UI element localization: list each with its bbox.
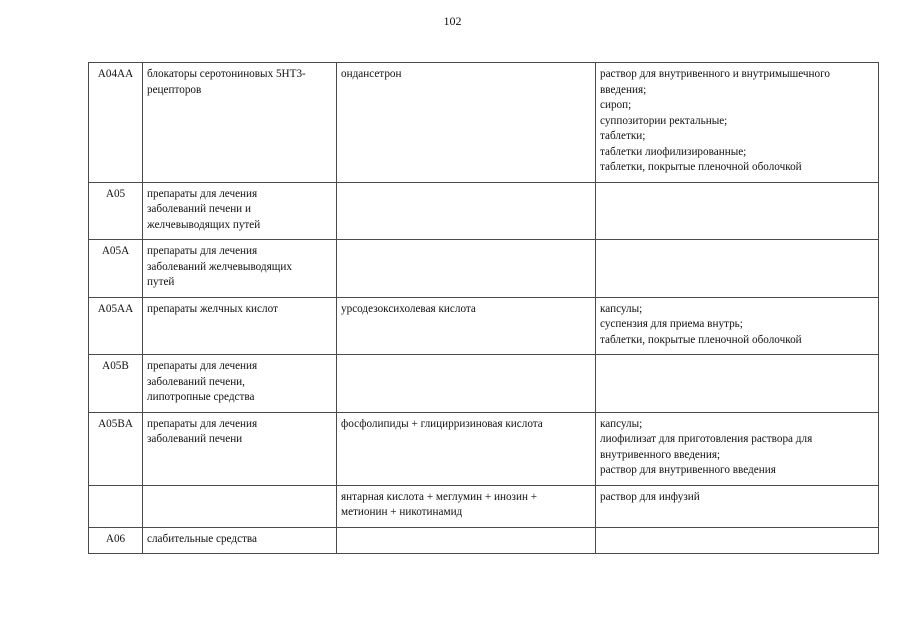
group-name-cell (143, 297, 337, 355)
dosage-forms-line: внутривенного введения; (600, 448, 721, 461)
group-name-line: препараты для лечения (147, 245, 258, 257)
group-name-cell (143, 182, 337, 240)
group-name-line: препараты желчных кислот (147, 302, 278, 315)
dosage-forms-line: раствор для внутривенного введения (600, 464, 776, 476)
atc-code-cell: A05B (89, 355, 143, 413)
substance-line: ондансетрон (341, 68, 402, 80)
group-name-line: заболеваний желчевыводящих (147, 260, 292, 273)
group-name-line: препараты для лечения (147, 187, 258, 200)
substance-line: метионин + никотинамид (341, 506, 463, 518)
dosage-forms-line: капсулы; (600, 417, 643, 430)
group-name-cell (143, 355, 337, 413)
table-row (89, 485, 879, 527)
table-row (89, 527, 879, 554)
atc-code-cell (89, 485, 143, 527)
group-name-cell (143, 412, 337, 485)
dosage-forms-cell (596, 355, 879, 413)
substance-line: урсодезоксихолевая кислота (341, 302, 476, 315)
dosage-forms-cell (596, 527, 879, 554)
dosage-forms-line: капсулы; (600, 302, 643, 315)
table-row (89, 63, 879, 183)
group-name-line: слабительные средства (147, 532, 258, 545)
group-name-line: заболеваний печени, (147, 375, 245, 388)
page-number: 102 (443, 14, 462, 28)
dosage-forms-line: таблетки, покрытые пленочной оболочкой (600, 333, 802, 346)
dosage-forms-line: таблетки лиофилизированные; (600, 145, 747, 158)
dosage-forms-line: таблетки; (600, 130, 646, 142)
table-row (89, 240, 879, 298)
dosage-forms-cell (596, 63, 879, 183)
table-row (89, 412, 879, 485)
dosage-forms-line: суспензия для приема внутрь; (600, 318, 743, 330)
dosage-forms-line: раствор для внутривенного и внутримышечного (600, 68, 831, 80)
group-name-line: липотропные средства (147, 391, 255, 403)
group-name-line: заболеваний печени и (147, 203, 251, 215)
table-row (89, 355, 879, 413)
substance-line: фосфолипиды + глицирризиновая кислота (341, 417, 543, 430)
dosage-forms-cell (596, 297, 879, 355)
dosage-forms-line: сироп; (600, 99, 632, 111)
substance-cell (337, 355, 596, 413)
dosage-forms-cell (596, 485, 879, 527)
atc-code-cell: A06 (89, 527, 143, 554)
table-body (89, 63, 879, 554)
table-row (89, 182, 879, 240)
group-name-line: препараты для лечения (147, 360, 258, 372)
substance-cell (337, 240, 596, 298)
table-row (89, 297, 879, 355)
drug-classification-table (88, 62, 879, 554)
atc-code-cell: A05A (89, 240, 143, 298)
dosage-forms-cell (596, 412, 879, 485)
dosage-forms-line: таблетки, покрытые пленочной оболочкой (600, 161, 802, 173)
substance-cell (337, 297, 596, 355)
substance-cell (337, 412, 596, 485)
substance-cell (337, 527, 596, 554)
dosage-forms-line: раствор для инфузий (600, 490, 700, 503)
dosage-forms-line: суппозитории ректальные; (600, 114, 728, 127)
dosage-forms-cell (596, 240, 879, 298)
atc-code-cell: A04AA (89, 63, 143, 183)
dosage-forms-cell (596, 182, 879, 240)
group-name-line: препараты для лечения (147, 417, 258, 430)
substance-cell (337, 485, 596, 527)
atc-code-cell: A05BA (89, 412, 143, 485)
group-name-line: блокаторы серотониновых 5HT3- (147, 68, 306, 80)
dosage-forms-line: лиофилизат для приготовления раствора для (600, 433, 813, 445)
group-name-line: желчевыводящих путей (147, 218, 261, 231)
group-name-cell (143, 240, 337, 298)
group-name-cell (143, 485, 337, 527)
group-name-line: путей (147, 276, 175, 288)
substance-cell (337, 182, 596, 240)
substance-line: янтарная кислота + меглумин + инозин + (341, 490, 538, 503)
atc-code-cell: A05AA (89, 297, 143, 355)
atc-code-cell: A05 (89, 182, 143, 240)
group-name-line: рецепторов (147, 83, 202, 96)
group-name-cell (143, 527, 337, 554)
dosage-forms-line: введения; (600, 83, 647, 96)
group-name-line: заболеваний печени (147, 433, 243, 445)
substance-cell (337, 63, 596, 183)
group-name-cell (143, 63, 337, 183)
